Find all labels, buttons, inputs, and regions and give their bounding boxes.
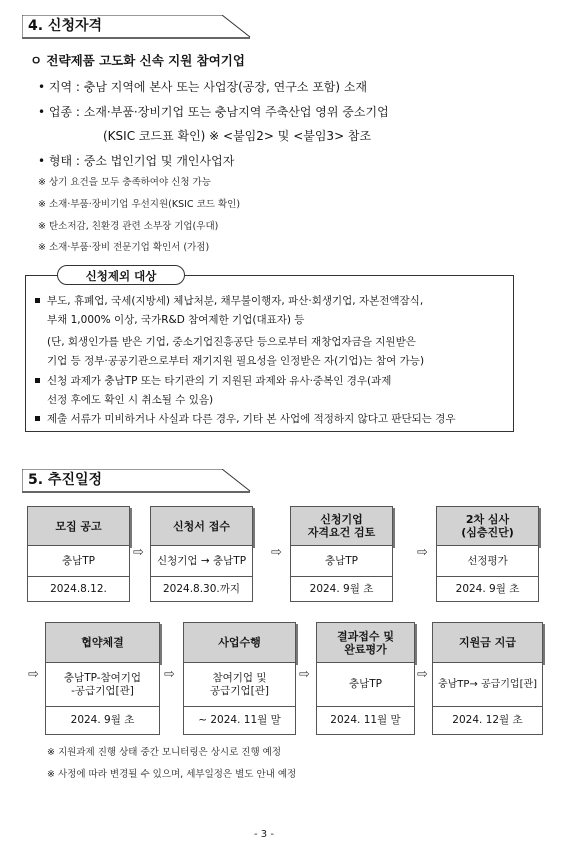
- card-when: 2024.8.30.까지: [150, 577, 253, 602]
- card-who: 선정평가: [436, 546, 539, 577]
- card-who: 충남TP: [27, 546, 130, 577]
- card-when: 2024. 9월 초: [436, 577, 539, 602]
- card-head: 지원금 지급: [432, 622, 543, 663]
- card-head: 사업수행: [183, 622, 296, 663]
- exclusion-item-2: 신청 과제가 충남TP 또는 타기관의 기 지원된 과제와 유사·중복인 경우(과제: [35, 373, 391, 390]
- schedule-card-apply: [150, 506, 253, 602]
- flow-arrow-icon: ⇨: [299, 667, 310, 682]
- bullet-square: [35, 416, 40, 421]
- flow-arrow-icon: ⇨: [133, 545, 144, 560]
- section5-title: 5. 추진일정: [28, 472, 103, 488]
- exclusion-item-1-cont: 부채 1,000% 이상, 국가R&D 참여제한 기업(대표자) 등: [47, 314, 305, 326]
- card-who: 신청기업 → 충남TP: [150, 546, 253, 577]
- note-2: ※ 소재·부품·장비기업 우선지원(KSIC 코드 확인): [38, 199, 241, 210]
- flow-arrow-icon: ⇨: [164, 667, 175, 682]
- schedule-card-recruit: [27, 506, 130, 602]
- card-who: 참여기업 및 공급기업[관]: [183, 663, 296, 707]
- card-who: 충남TP-참여기업 -공급기업[관]: [45, 663, 160, 707]
- card-head: 모집 공고: [27, 506, 130, 546]
- bullet-industry: • 업종 : 소재·부품·장비기업 또는 충남지역 주축산업 영위 중소기업: [38, 105, 389, 119]
- main-item: ㅇ 전략제품 고도화 신속 지원 참여기업: [30, 53, 245, 68]
- flow-arrow-icon: ⇨: [417, 667, 428, 682]
- card-when: 2024. 9월 초: [45, 707, 160, 735]
- bullet-square: [35, 298, 40, 303]
- card-when: 2024.8.12.: [27, 577, 130, 602]
- card-head: 2차 심사 (심층진단): [436, 506, 539, 546]
- schedule-card-review: [290, 506, 393, 602]
- card-who: 충남TP: [316, 663, 415, 707]
- schedule-card-execution: [183, 622, 296, 735]
- schedule-card-completion: [316, 622, 415, 735]
- card-who: 충남TP: [290, 546, 393, 577]
- card-head: 협약체결: [45, 622, 160, 663]
- exclusion-item-1-note: (단, 회생인가를 받은 기업, 중소기업진흥공단 등으로부터 재창업자금을 지원받은: [47, 336, 416, 348]
- section4-title: 4. 신청자격: [28, 18, 103, 34]
- bullet-region: • 지역 : 충남 지역에 본사 또는 사업장(공장, 연구소 포함) 소재: [38, 80, 368, 94]
- card-head: 결과접수 및 완료평가: [316, 622, 415, 663]
- schedule-card-payment: [432, 622, 543, 735]
- exclusion-item-1-note-cont: 기업 등 정부·공공기관으로부터 재기지원 필요성을 인정받은 자(기업)는 참여 가능): [47, 355, 425, 367]
- bullet-square: [35, 378, 40, 383]
- exclusion-item-1: 부도, 휴폐업, 국세(지방세) 체납처분, 채무불이행자, 파산·회생기업, 자본전액잠식,: [35, 293, 423, 310]
- flow-arrow-icon: ⇨: [28, 667, 39, 682]
- bullet-type: • 형태 : 중소 법인기업 및 개인사업자: [38, 154, 235, 168]
- exclusion-title: 신청제외 대상: [57, 265, 185, 285]
- note-4: ※ 소재·부품·장비 전문기업 확인서 (가점): [38, 242, 210, 253]
- exclusion-item-3: 제출 서류가 미비하거나 사실과 다른 경우, 기타 본 사업에 적정하지 않다고 판단되는 경우: [35, 411, 456, 428]
- card-when: 2024. 11월 말: [316, 707, 415, 735]
- page-number: - 3 -: [254, 829, 274, 840]
- card-when: 2024. 9월 초: [290, 577, 393, 602]
- flow-arrow-icon: ⇨: [417, 545, 428, 560]
- bullet-industry-cont: (KSIC 코드표 확인) ※ <붙임2> 및 <붙임3> 참조: [103, 129, 372, 143]
- schedule-note-2: ※ 사정에 따라 변경될 수 있으며, 세부일정은 별도 안내 예정: [47, 769, 297, 780]
- schedule-card-agreement: [45, 622, 160, 735]
- card-head: 신청기업 자격요건 검토: [290, 506, 393, 546]
- exclusion-item-2-cont: 선정 후에도 확인 시 취소될 수 있음): [47, 394, 214, 406]
- note-1: ※ 상기 요건을 모두 충족하여야 신청 가능: [38, 177, 211, 188]
- flow-arrow-icon: ⇨: [271, 545, 282, 560]
- card-when: 2024. 12월 초: [432, 707, 543, 735]
- note-3: ※ 탄소저감, 친환경 관련 소부장 기업(우대): [38, 221, 219, 232]
- schedule-note-1: ※ 지원과제 진행 상태 중간 모니터링은 상시로 진행 예정: [47, 747, 282, 758]
- card-head: 신청서 접수: [150, 506, 253, 546]
- schedule-card-second-review: [436, 506, 539, 602]
- card-when: ~ 2024. 11월 말: [183, 707, 296, 735]
- card-who: 충남TP→ 공급기업[관]: [432, 663, 543, 707]
